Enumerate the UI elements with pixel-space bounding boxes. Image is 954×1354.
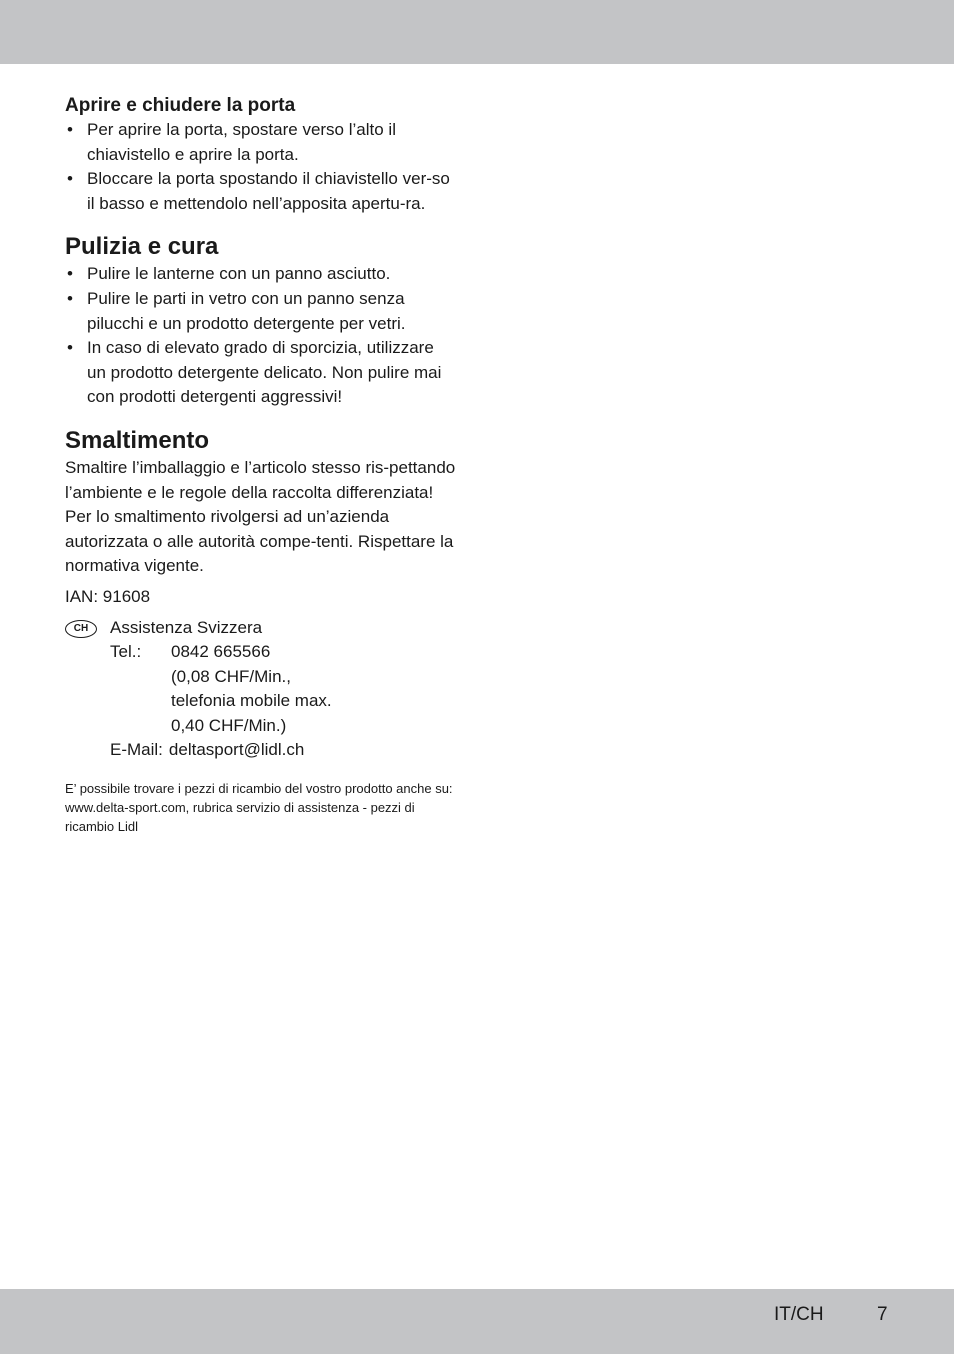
- list-item: • Pulire le parti in vetro con un panno senza pilucchi e un prodotto detergente per vetri.: [65, 287, 457, 336]
- disposal-text: Smaltire l’imballaggio e l’articolo stesso ris-pettando l’ambiente e le regole della raccolta differenziata! Per lo smaltimento rivolgersi ad un’azienda autorizzata o alle autorità compe-tenti. Rispettare la normativa vigente.: [65, 457, 456, 576]
- list-item: • Per aprire la porta, spostare verso l’alto il chiavistello e aprire la porta.: [65, 118, 457, 167]
- service-contact: [65, 616, 457, 764]
- door-section-title: Aprire e chiudere la porta: [65, 95, 296, 116]
- tel-rate-mobile-price: 0,40 CHF/Min.): [171, 715, 287, 735]
- footer-language: IT/CH: [774, 1304, 824, 1325]
- service-name: Assistenza Svizzera: [110, 617, 263, 637]
- tel-number: 0842 665566: [171, 642, 271, 662]
- door-instructions-list: [65, 118, 457, 216]
- email-label: E-Mail:: [110, 740, 163, 760]
- care-section-title: Pulizia e cura: [65, 233, 219, 261]
- list-item: • Bloccare la porta spostando il chiavistello ver-so il basso e mettendolo nell’apposita apertu-ra.: [65, 167, 457, 216]
- ian-number: IAN: 91608: [65, 586, 151, 606]
- page-number: 7: [877, 1304, 888, 1325]
- page-content: [65, 94, 457, 836]
- country-ch-icon: CH: [65, 620, 97, 638]
- list-item: • Pulire le lanterne con un panno asciutto.: [65, 262, 457, 287]
- disposal-section-title: Smaltimento: [65, 426, 210, 454]
- tel-rate-mobile: telefonia mobile max.: [171, 691, 332, 711]
- tel-rate: (0,08 CHF/Min.,: [171, 666, 291, 686]
- tel-label: Tel.:: [110, 642, 142, 662]
- email-address: deltasport@lidl.ch: [168, 740, 305, 760]
- header-bar: [0, 0, 954, 64]
- list-item: • In caso di elevato grado di sporcizia, utilizzare un prodotto detergente delicato. Non pulire mai con prodotti detergenti aggressivi!: [65, 336, 457, 410]
- spare-parts-note: E’ possibile trovare i pezzi di ricambio del vostro prodotto anche su: www.delta-sport.com, rubrica servizio di assistenza - pezzi di ricambio Lidl: [65, 781, 453, 835]
- care-instructions-list: [65, 262, 457, 410]
